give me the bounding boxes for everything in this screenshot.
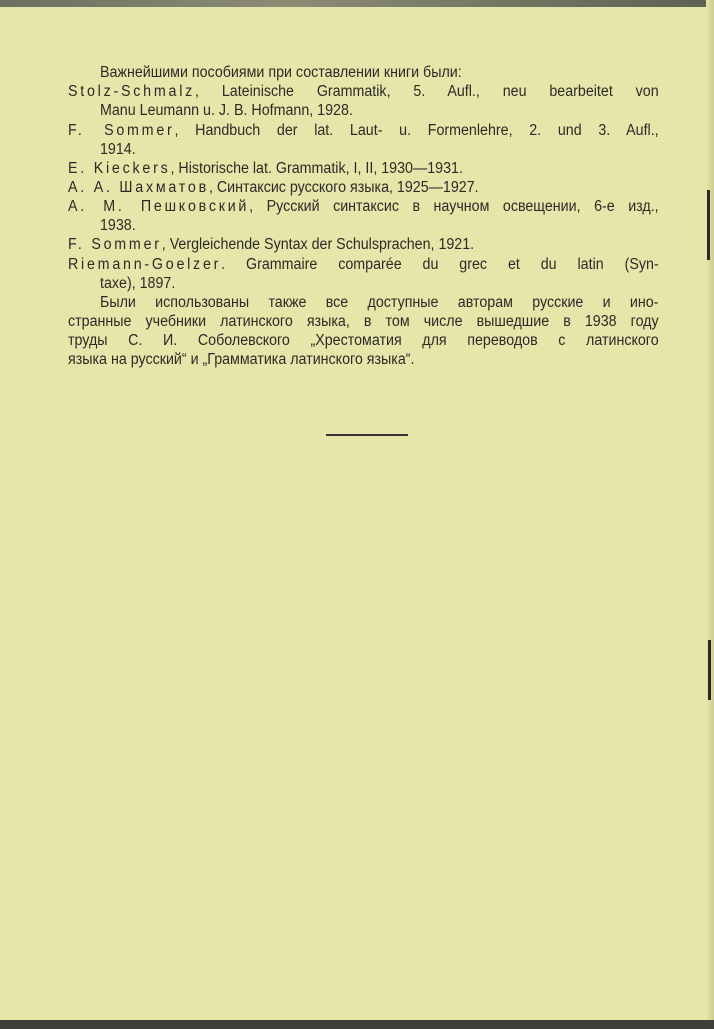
scan-top-edge — [0, 0, 714, 7]
bib-entry — [68, 121, 659, 140]
bib-author: F. Sommer — [68, 122, 175, 139]
scan-bottom-edge — [0, 1020, 714, 1029]
bib-text: , Русский синтаксис в научном освещении, 6-е изд., — [249, 198, 659, 215]
bib-entry — [68, 235, 474, 254]
bib-author: А. М. Пешковский — [68, 198, 250, 215]
bib-text: , Lateinische Grammatik, 5. Aufl., neu bearbeitet von — [195, 83, 659, 100]
bib-text: , Синтаксис русского языка, 1925—1927. — [208, 179, 479, 196]
bib-entry — [68, 178, 479, 197]
paragraph-line: Были использованы также все доступные авторам русские и ино- — [100, 294, 659, 311]
bib-entry-cont: taxe), 1897. — [100, 275, 176, 292]
bib-entry — [68, 82, 659, 101]
paragraph-line: странные учебники латинского языка, в том числе вышедшие в 1938 году — [68, 313, 659, 330]
bib-text: . Grammaire comparée du grec et du latin (Syn- — [221, 256, 659, 273]
bib-author: F. Sommer — [68, 236, 162, 253]
scan-edge-mark — [708, 640, 711, 700]
bib-author: Riemann-Goelzer — [68, 256, 222, 273]
paragraph-line: языка на русский“ и „Грамматика латинского языка“. — [68, 351, 415, 368]
bib-author: А. А. Шахматов — [68, 179, 209, 196]
bib-entry — [68, 197, 659, 216]
bib-author: E. Kieckers — [68, 160, 171, 177]
bib-entry-cont: 1914. — [100, 141, 136, 158]
paragraph-line: труды С. И. Соболевского „Хрестоматия для переводов с латинского — [68, 332, 659, 349]
bib-entry-cont: Manu Leumann u. J. B. Hofmann, 1928. — [100, 102, 353, 119]
bib-author: Stolz-Schmalz — [68, 83, 196, 100]
bib-entry — [68, 159, 463, 178]
scan-edge-mark — [707, 190, 710, 260]
bib-text: , Handbuch der lat. Laut- u. Formenlehre, 2. und 3. Aufl., — [174, 122, 659, 139]
bib-text: , Historische lat. Grammatik, I, II, 1930—1931. — [170, 160, 463, 177]
section-divider — [326, 434, 408, 436]
bib-text: , Vergleichende Syntax der Schulsprachen, 1921. — [161, 236, 475, 253]
bib-entry — [68, 255, 659, 274]
scan-right-edge — [706, 0, 714, 1029]
bib-entry-cont: 1938. — [100, 217, 136, 234]
intro-line: Важнейшими пособиями при составлении книги были: — [100, 64, 462, 81]
